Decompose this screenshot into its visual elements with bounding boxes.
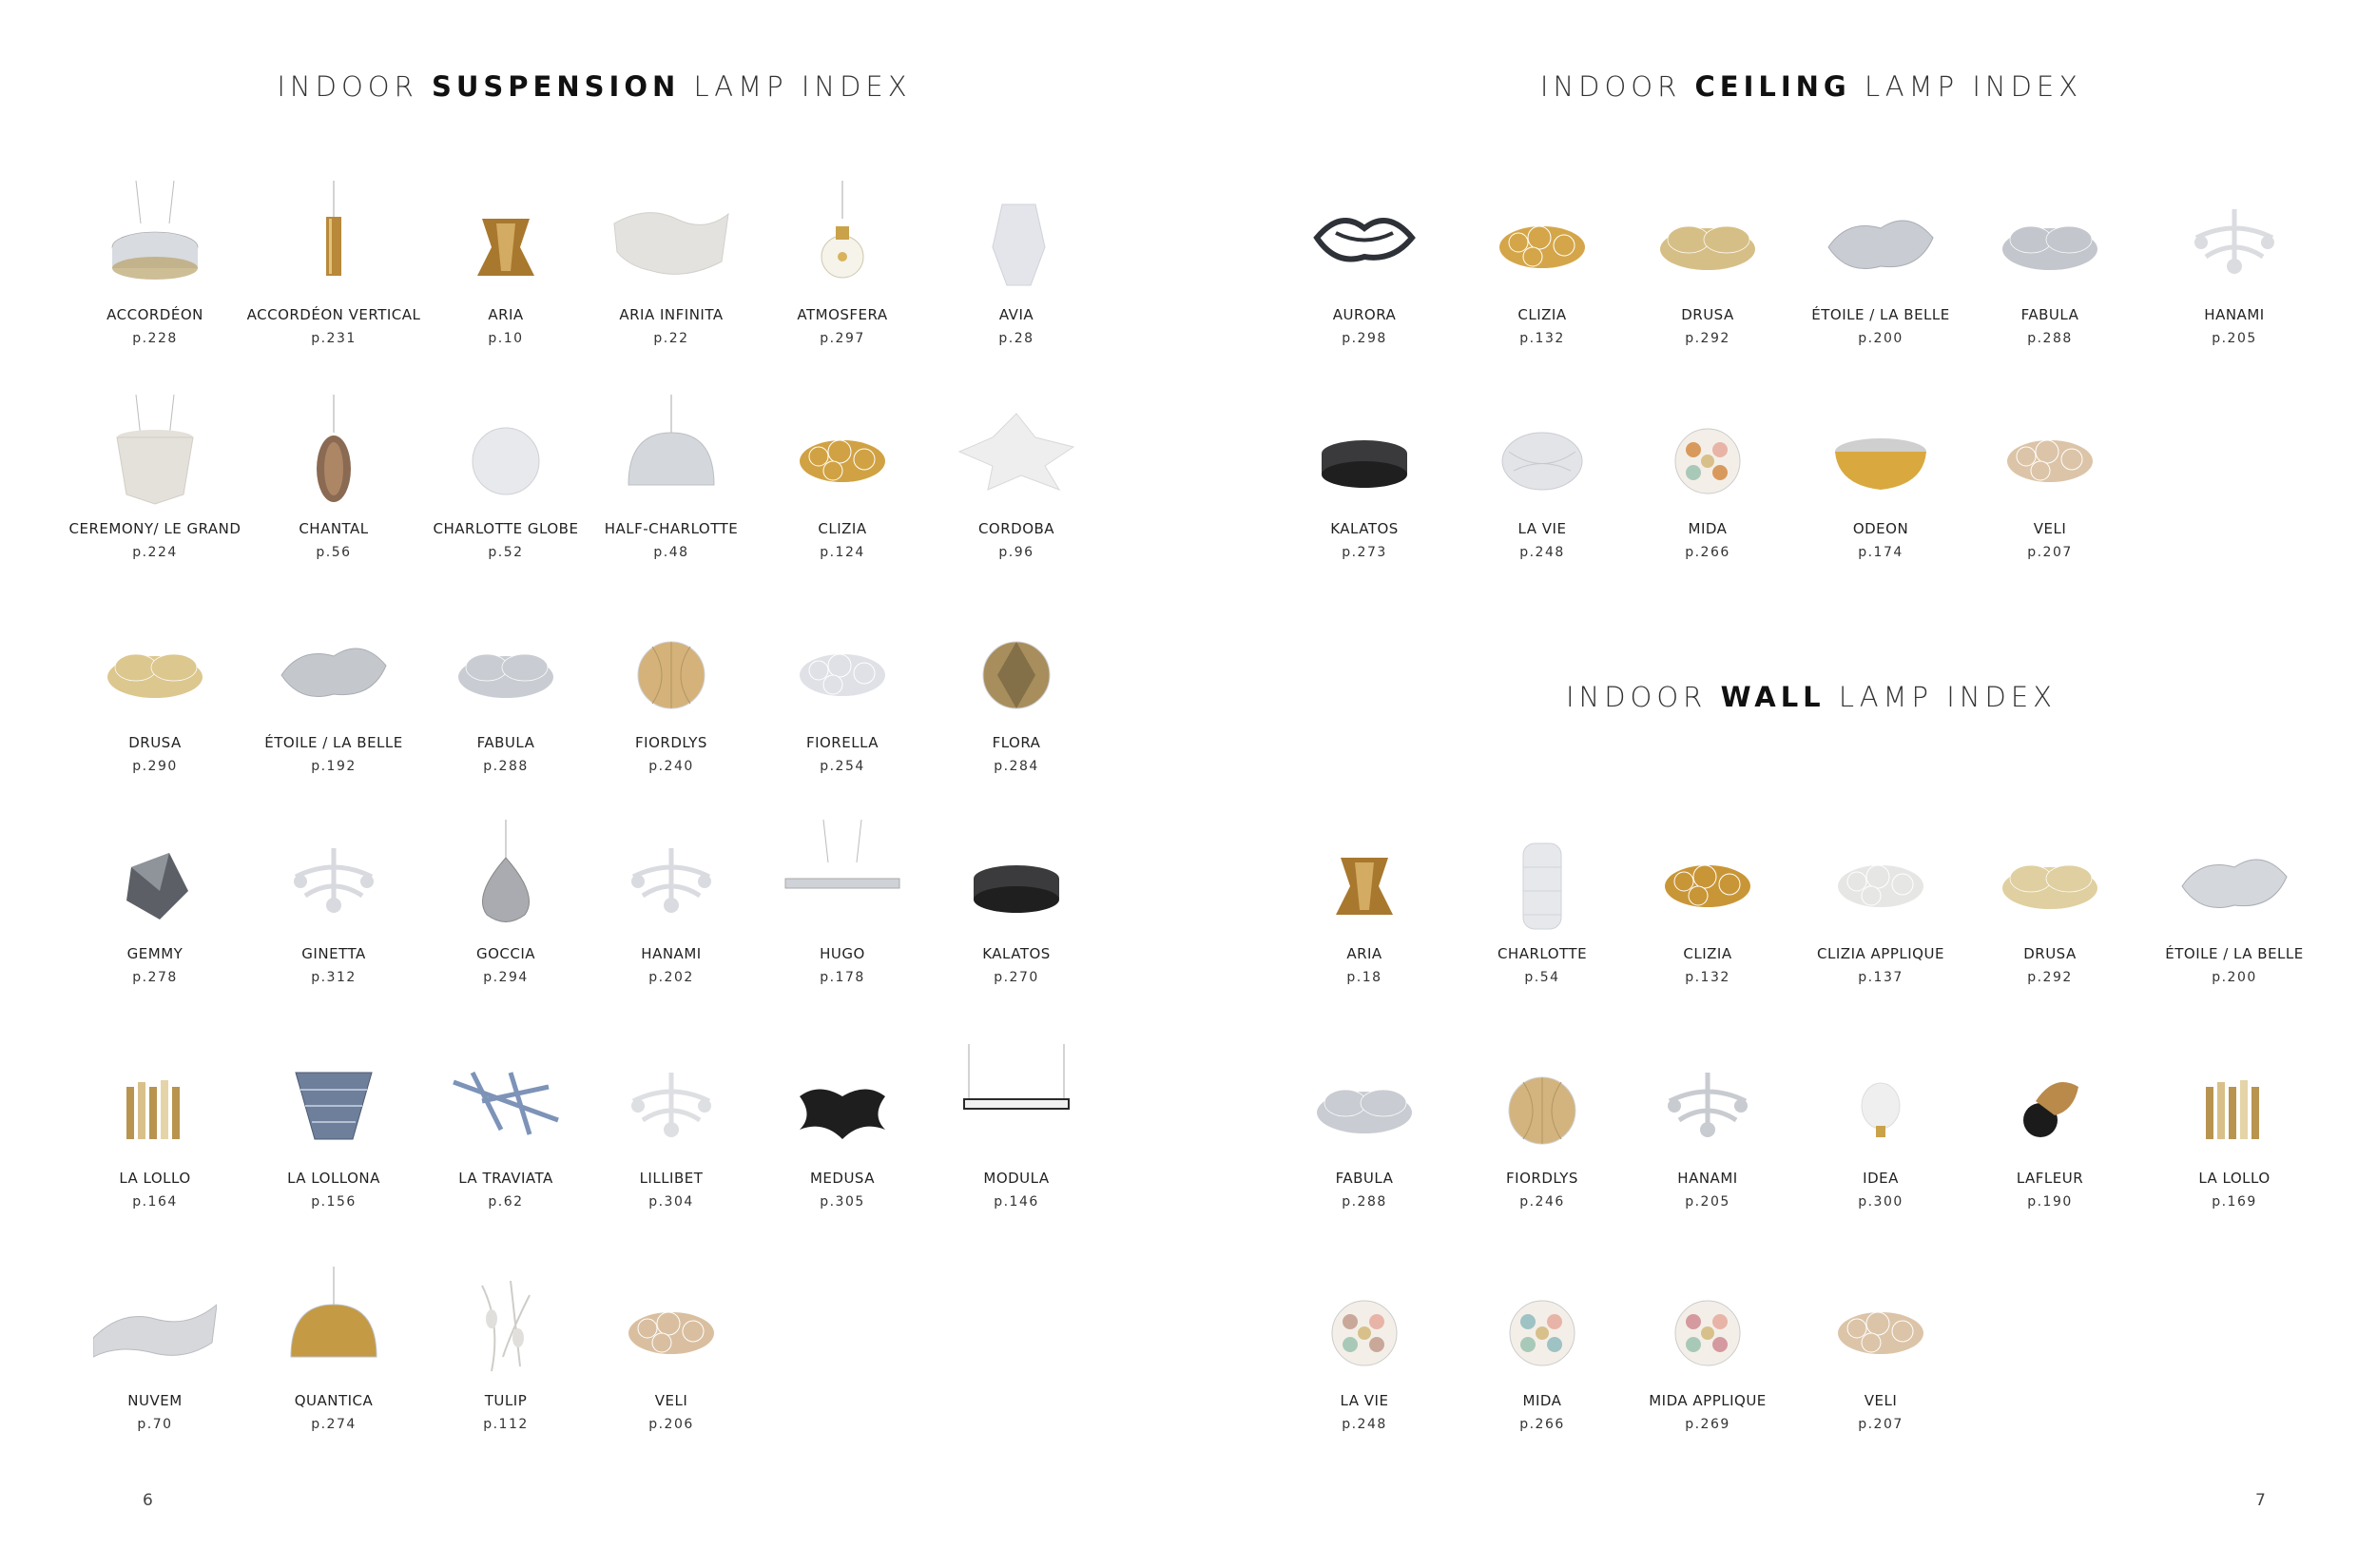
lamp-name: LA LOLLONA bbox=[287, 1170, 380, 1187]
lamp-page-ref: p.28 bbox=[998, 331, 1034, 346]
lamp-name: ACCORDÉON bbox=[106, 306, 203, 323]
lamp-name: GINETTA bbox=[301, 945, 366, 962]
lamp-index-entry bbox=[1786, 1044, 1976, 1210]
medusa-chandelier-icon bbox=[781, 1044, 904, 1158]
lamp-page-ref: p.192 bbox=[311, 759, 357, 774]
drum-ceiling-icon bbox=[1303, 395, 1426, 509]
cluster-pendant-icon bbox=[781, 395, 904, 509]
lamp-name: DRUSA bbox=[2023, 945, 2077, 962]
lamp-index-entry bbox=[1786, 181, 1976, 346]
lamp-page-ref: p.137 bbox=[1858, 970, 1904, 985]
lamp-index-entry bbox=[411, 181, 601, 346]
lamp-page-ref: p.288 bbox=[483, 759, 529, 774]
cluster-pendant-icon bbox=[609, 1267, 733, 1381]
tube-pendant-icon bbox=[93, 1044, 217, 1158]
lamp-index-entry bbox=[921, 609, 1111, 774]
aurora-ceiling-icon bbox=[1303, 181, 1426, 295]
lamp-page-ref: p.292 bbox=[1685, 331, 1730, 346]
lamp-index-entry bbox=[60, 181, 250, 346]
cloud-pendant-icon bbox=[93, 609, 217, 723]
lamp-name: MIDA bbox=[1522, 1392, 1562, 1409]
lamp-page-ref: p.202 bbox=[648, 970, 694, 985]
lamp-index-entry bbox=[239, 395, 429, 560]
lamp-index-entry bbox=[747, 181, 937, 346]
lamp-index-entry bbox=[1955, 395, 2145, 560]
lamp-index-entry bbox=[1447, 1267, 1637, 1432]
drop-chandelier-icon bbox=[93, 395, 217, 509]
lamp-page-ref: p.169 bbox=[2212, 1194, 2257, 1210]
avia-pendant-icon bbox=[955, 181, 1078, 295]
lamp-index-entry bbox=[747, 820, 937, 985]
lamp-name: AURORA bbox=[1332, 306, 1397, 323]
linear-pendant-icon bbox=[955, 1044, 1078, 1158]
mosaic-wall-icon bbox=[1480, 1267, 1604, 1381]
lamp-index-entry bbox=[1613, 1267, 1803, 1432]
lamp-name: GEMMY bbox=[126, 945, 184, 962]
branch-chandelier-icon bbox=[272, 820, 396, 934]
lamp-name: LILLIBET bbox=[639, 1170, 704, 1187]
lamp-name: NUVEM bbox=[127, 1392, 183, 1409]
petal-wall-icon bbox=[2173, 820, 2296, 934]
lamp-page-ref: p.200 bbox=[2212, 970, 2257, 985]
lamp-index-entry bbox=[1613, 181, 1803, 346]
cloud-wall-icon bbox=[1303, 1044, 1426, 1158]
lamp-name: FIORELLA bbox=[805, 734, 879, 751]
lamp-index-entry bbox=[1955, 1044, 2145, 1210]
lamp-index-entry bbox=[1613, 1044, 1803, 1210]
lamp-page-ref: p.294 bbox=[483, 970, 529, 985]
lamp-index-entry bbox=[1269, 820, 1459, 985]
lamp-page-ref: p.228 bbox=[132, 331, 178, 346]
lamp-index-entry bbox=[1786, 820, 1976, 985]
lamp-name: CHARLOTTE bbox=[1497, 945, 1588, 962]
lamp-name: MEDUSA bbox=[809, 1170, 875, 1187]
lamp-page-ref: p.156 bbox=[311, 1194, 357, 1210]
lamp-index-entry bbox=[60, 609, 250, 774]
lamp-page-ref: p.54 bbox=[1524, 970, 1560, 985]
lamp-index-entry bbox=[411, 1044, 601, 1210]
lamp-name: HANAMI bbox=[1677, 1170, 1738, 1187]
lamp-index-entry bbox=[1447, 1044, 1637, 1210]
lamp-page-ref: p.207 bbox=[2027, 545, 2073, 560]
lamp-name: ARIA bbox=[488, 306, 524, 323]
lamp-page-ref: p.284 bbox=[994, 759, 1039, 774]
title-prefix: INDOOR bbox=[1565, 681, 1708, 713]
cloud-ceiling-icon bbox=[1646, 181, 1769, 295]
lamp-page-ref: p.305 bbox=[820, 1194, 865, 1210]
lamp-name: VELI bbox=[654, 1392, 688, 1409]
branch-chandelier-icon bbox=[609, 820, 733, 934]
lamp-index-entry bbox=[1955, 181, 2145, 346]
lamp-page-ref: p.132 bbox=[1685, 970, 1730, 985]
lamp-page-ref: p.274 bbox=[311, 1417, 357, 1432]
tiered-chandelier-icon bbox=[272, 1044, 396, 1158]
lamp-page-ref: p.246 bbox=[1519, 1194, 1565, 1210]
lantern-pendant-icon bbox=[272, 395, 396, 509]
right-page bbox=[1188, 0, 2377, 1568]
lamp-name: ODEON bbox=[1852, 520, 1909, 537]
cloud-wall-icon bbox=[1988, 820, 2112, 934]
lamp-index-entry bbox=[1447, 820, 1637, 985]
lamp-page-ref: p.205 bbox=[2212, 331, 2257, 346]
lamp-name: LA TRAVIATA bbox=[458, 1170, 553, 1187]
faceted-globe-icon bbox=[955, 609, 1078, 723]
lamp-page-ref: p.300 bbox=[1858, 1194, 1904, 1210]
lamp-name: CHANTAL bbox=[299, 520, 369, 537]
lamp-name: KALATOS bbox=[1330, 520, 1399, 537]
lamp-index-entry bbox=[411, 1267, 601, 1432]
mosaic-wall-icon bbox=[1646, 1267, 1769, 1381]
lamp-name: ÉTOILE / LA BELLE bbox=[1811, 306, 1950, 323]
lamp-page-ref: p.132 bbox=[1519, 331, 1565, 346]
lamp-page-ref: p.164 bbox=[132, 1194, 178, 1210]
lamp-name: CLIZIA bbox=[1517, 306, 1567, 323]
title-suffix: LAMP INDEX bbox=[1864, 70, 2083, 103]
lamp-page-ref: p.278 bbox=[132, 970, 178, 985]
page-number-left: 6 bbox=[143, 1491, 153, 1510]
cluster-ceiling-icon bbox=[1480, 181, 1604, 295]
lamp-name: ATMOSFERA bbox=[797, 306, 888, 323]
lamp-name: GOCCIA bbox=[475, 945, 536, 962]
lamp-page-ref: p.270 bbox=[994, 970, 1039, 985]
lamp-page-ref: p.112 bbox=[483, 1417, 529, 1432]
lamp-name: IDEA bbox=[1863, 1170, 1899, 1187]
ring-chandelier-icon bbox=[93, 181, 217, 295]
wave-pendant-icon bbox=[609, 181, 733, 295]
lamp-page-ref: p.52 bbox=[488, 545, 524, 560]
lamp-index-entry bbox=[1269, 1044, 1459, 1210]
lamp-name: MIDA bbox=[1688, 520, 1728, 537]
lamp-name: HALF-CHARLOTTE bbox=[604, 520, 739, 537]
lamp-page-ref: p.312 bbox=[311, 970, 357, 985]
globe-pendant-icon bbox=[444, 395, 568, 509]
lamp-index-entry bbox=[239, 1044, 429, 1210]
cluster-wall-icon bbox=[1646, 820, 1769, 934]
dome-ceiling-icon bbox=[1480, 395, 1604, 509]
lamp-name: LA VIE bbox=[1340, 1392, 1389, 1409]
tulip-pendant-icon bbox=[444, 1267, 568, 1381]
aria-pendant-icon bbox=[444, 181, 568, 295]
lamp-index-entry bbox=[411, 609, 601, 774]
suspension-index-title bbox=[166, 70, 1022, 103]
lamp-page-ref: p.146 bbox=[994, 1194, 1039, 1210]
lamp-index-entry bbox=[747, 609, 937, 774]
twig-pendant-icon bbox=[444, 1044, 568, 1158]
lamp-page-ref: p.22 bbox=[653, 331, 689, 346]
lamp-name: LA VIE bbox=[1517, 520, 1567, 537]
cluster-ceiling-icon bbox=[1988, 395, 2112, 509]
bar-pendant-icon bbox=[781, 820, 904, 934]
striped-globe-icon bbox=[609, 609, 733, 723]
lamp-index-entry bbox=[411, 395, 601, 560]
mosaic-ceiling-icon bbox=[1646, 395, 1769, 509]
lamp-index-entry bbox=[576, 609, 766, 774]
lamp-index-entry bbox=[921, 181, 1111, 346]
striped-globe-icon bbox=[1480, 1044, 1604, 1158]
lamp-name: ÉTOILE / LA BELLE bbox=[2165, 945, 2304, 962]
petal-pendant-icon bbox=[272, 609, 396, 723]
lamp-name: MODULA bbox=[983, 1170, 1050, 1187]
lamp-index-entry bbox=[1447, 181, 1637, 346]
lamp-index-entry bbox=[1613, 820, 1803, 985]
lamp-name: ARIA bbox=[1346, 945, 1382, 962]
gem-pendant-icon bbox=[93, 820, 217, 934]
cylinder-wall-icon bbox=[1480, 820, 1604, 934]
page-number-right: 7 bbox=[2255, 1491, 2266, 1510]
lamp-index-entry bbox=[1269, 395, 1459, 560]
lamp-page-ref: p.266 bbox=[1519, 1417, 1565, 1432]
lamp-page-ref: p.240 bbox=[648, 759, 694, 774]
lamp-index-entry bbox=[921, 1044, 1111, 1210]
drop-pendant-icon bbox=[444, 820, 568, 934]
lamp-page-ref: p.224 bbox=[132, 545, 178, 560]
title-bold: SUSPENSION bbox=[431, 70, 681, 103]
lamp-index-entry bbox=[2139, 820, 2329, 985]
dome-pendant-icon bbox=[272, 1267, 396, 1381]
disc-ceiling-icon bbox=[1819, 395, 1942, 509]
lamp-index-entry bbox=[576, 181, 766, 346]
tube-wall-icon bbox=[2173, 1044, 2296, 1158]
lamp-index-entry bbox=[576, 1044, 766, 1210]
lamp-page-ref: p.174 bbox=[1858, 545, 1904, 560]
lamp-index-entry bbox=[1786, 395, 1976, 560]
lamp-index-entry bbox=[411, 820, 601, 985]
branch-chandelier-icon bbox=[609, 1044, 733, 1158]
branch-ceiling-icon bbox=[2173, 181, 2296, 295]
flower-pendant-icon bbox=[781, 609, 904, 723]
lamp-name: CLIZIA bbox=[1683, 945, 1732, 962]
lamp-name: DRUSA bbox=[1681, 306, 1734, 323]
lamp-name: FIORDLYS bbox=[635, 734, 707, 751]
lamp-name: FLORA bbox=[992, 734, 1041, 751]
lamp-page-ref: p.70 bbox=[137, 1417, 173, 1432]
lamp-name: VELI bbox=[2033, 520, 2067, 537]
title-bold: WALL bbox=[1720, 681, 1826, 713]
petal-ceiling-icon bbox=[1819, 181, 1942, 295]
lamp-index-entry bbox=[576, 1267, 766, 1432]
lafleur-wall-icon bbox=[1988, 1044, 2112, 1158]
mosaic-wall-icon bbox=[1303, 1267, 1426, 1381]
lamp-index-entry bbox=[60, 1267, 250, 1432]
lamp-index-entry bbox=[239, 181, 429, 346]
lamp-name: VELI bbox=[1864, 1392, 1898, 1409]
lamp-page-ref: p.18 bbox=[1346, 970, 1382, 985]
lamp-name: LA LOLLO bbox=[119, 1170, 191, 1187]
lamp-page-ref: p.292 bbox=[2027, 970, 2073, 985]
lamp-name: HANAMI bbox=[2204, 306, 2265, 323]
lamp-name: FABULA bbox=[476, 734, 535, 751]
drum-pendant-icon bbox=[955, 820, 1078, 934]
lamp-index-entry bbox=[1613, 395, 1803, 560]
lamp-name: CLIZIA bbox=[818, 520, 867, 537]
lamp-page-ref: p.288 bbox=[1342, 1194, 1387, 1210]
lamp-index-entry bbox=[1955, 820, 2145, 985]
branch-wall-icon bbox=[1646, 1044, 1769, 1158]
lamp-name: FIORDLYS bbox=[1506, 1170, 1578, 1187]
lamp-name: QUANTICA bbox=[294, 1392, 374, 1409]
lamp-name: KALATOS bbox=[982, 945, 1051, 962]
lamp-page-ref: p.205 bbox=[1685, 1194, 1730, 1210]
tall-pendant-icon bbox=[272, 181, 396, 295]
lamp-page-ref: p.206 bbox=[648, 1417, 694, 1432]
star-pendant-icon bbox=[955, 395, 1078, 509]
lamp-name: CEREMONY/ LE GRAND bbox=[68, 520, 242, 537]
lamp-index-entry bbox=[60, 395, 250, 560]
left-page bbox=[0, 0, 1188, 1568]
lamp-name: ÉTOILE / LA BELLE bbox=[264, 734, 403, 751]
lamp-page-ref: p.266 bbox=[1685, 545, 1730, 560]
lamp-page-ref: p.207 bbox=[1858, 1417, 1904, 1432]
lamp-page-ref: p.48 bbox=[653, 545, 689, 560]
dome-pendant-icon bbox=[609, 395, 733, 509]
lamp-page-ref: p.96 bbox=[998, 545, 1034, 560]
lamp-page-ref: p.297 bbox=[820, 331, 865, 346]
lamp-index-entry bbox=[1447, 395, 1637, 560]
lamp-index-entry bbox=[60, 1044, 250, 1210]
lamp-index-entry bbox=[747, 395, 937, 560]
lamp-index-entry bbox=[2139, 181, 2329, 346]
lamp-page-ref: p.269 bbox=[1685, 1417, 1730, 1432]
lamp-name: ARIA INFINITA bbox=[619, 306, 724, 323]
lamp-index-entry bbox=[747, 1044, 937, 1210]
lamp-index-entry bbox=[576, 820, 766, 985]
title-suffix: LAMP INDEX bbox=[1838, 681, 2058, 713]
lamp-page-ref: p.254 bbox=[820, 759, 865, 774]
title-suffix: LAMP INDEX bbox=[693, 70, 912, 103]
lamp-page-ref: p.273 bbox=[1342, 545, 1387, 560]
lamp-name: AVIA bbox=[998, 306, 1034, 323]
lamp-page-ref: p.190 bbox=[2027, 1194, 2073, 1210]
bulb-wall-icon bbox=[1819, 1044, 1942, 1158]
lamp-page-ref: p.288 bbox=[2027, 331, 2073, 346]
cluster-wall-icon bbox=[1819, 1267, 1942, 1381]
lamp-name: LA LOLLO bbox=[2198, 1170, 2271, 1187]
lamp-page-ref: p.290 bbox=[132, 759, 178, 774]
lamp-page-ref: p.298 bbox=[1342, 331, 1387, 346]
title-bold: CEILING bbox=[1694, 70, 1851, 103]
cluster-wall-icon bbox=[1819, 820, 1942, 934]
lamp-name: HUGO bbox=[820, 945, 865, 962]
lamp-index-entry bbox=[2139, 1044, 2329, 1210]
cloud-pendant-icon bbox=[444, 609, 568, 723]
lamp-name: DRUSA bbox=[128, 734, 182, 751]
lamp-name: FABULA bbox=[1335, 1170, 1394, 1187]
bulb-pendant-icon bbox=[781, 181, 904, 295]
title-prefix: INDOOR bbox=[277, 70, 418, 103]
lamp-name: CLIZIA APPLIQUE bbox=[1817, 945, 1944, 962]
lamp-name: FABULA bbox=[2020, 306, 2079, 323]
lamp-page-ref: p.124 bbox=[820, 545, 865, 560]
lamp-page-ref: p.248 bbox=[1342, 1417, 1387, 1432]
aria-wall-icon bbox=[1303, 820, 1426, 934]
lamp-name: MIDA APPLIQUE bbox=[1649, 1392, 1767, 1409]
title-prefix: INDOOR bbox=[1539, 70, 1682, 103]
lamp-index-entry bbox=[576, 395, 766, 560]
lamp-index-entry bbox=[921, 395, 1111, 560]
lamp-index-entry bbox=[239, 1267, 429, 1432]
lamp-page-ref: p.200 bbox=[1858, 331, 1904, 346]
lamp-name: CORDOBA bbox=[977, 520, 1055, 537]
lamp-index-entry bbox=[1269, 181, 1459, 346]
lamp-index-entry bbox=[239, 609, 429, 774]
lamp-index-entry bbox=[1786, 1267, 1976, 1432]
lamp-page-ref: p.62 bbox=[488, 1194, 524, 1210]
lamp-name: HANAMI bbox=[641, 945, 702, 962]
lamp-name: CHARLOTTE GLOBE bbox=[433, 520, 579, 537]
lamp-name: ACCORDÉON VERTICAL bbox=[246, 306, 421, 323]
lamp-page-ref: p.231 bbox=[311, 331, 357, 346]
lamp-page-ref: p.10 bbox=[488, 331, 524, 346]
wave-panel-icon bbox=[93, 1267, 217, 1381]
lamp-page-ref: p.56 bbox=[316, 545, 352, 560]
ceiling-index-title bbox=[1383, 70, 2239, 103]
lamp-index-entry bbox=[1269, 1267, 1459, 1432]
lamp-page-ref: p.304 bbox=[648, 1194, 694, 1210]
lamp-page-ref: p.248 bbox=[1519, 545, 1565, 560]
lamp-index-entry bbox=[60, 820, 250, 985]
cloud-ceiling-icon bbox=[1988, 181, 2112, 295]
lamp-name: TULIP bbox=[484, 1392, 528, 1409]
lamp-index-entry bbox=[239, 820, 429, 985]
lamp-page-ref: p.178 bbox=[820, 970, 865, 985]
lamp-name: LAFLEUR bbox=[2016, 1170, 2084, 1187]
lamp-index-entry bbox=[921, 820, 1111, 985]
wall-index-title bbox=[1383, 681, 2239, 713]
